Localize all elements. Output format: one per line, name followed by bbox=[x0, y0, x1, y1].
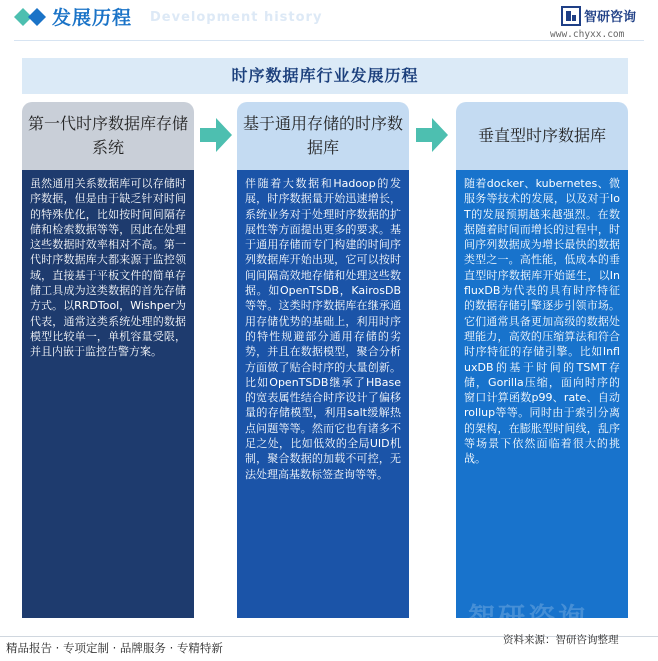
page-header bbox=[0, 0, 658, 40]
footer-links: 精品报告 · 专项定制 · 品牌服务 · 专精特新 bbox=[6, 641, 223, 655]
stage-2-description: 伴随着大数据和Hadoop的发展，时序数据量开始迅速增长，系统业务对于处理时序数据的扩展性等方面提出更多的要求。基于通用存储而专门构建的时间序列数据库开始出现，它可以按时间间隔高效地存储和处理这些数据。如OpenTSDB，KairosDB等等。这类时序数据库在继承通用存储优势的基础上，利用时序的特性规避部分通用存储的劣势，并且在数据模型，聚合分析方面做了贴合时序的大量创新。比如OpenTSDB继承了HBase的宽表属性结合时序设计了偏移量的存储模型，利用salt缓解热点问题等等。然而它也有诸多不足之处，比如低效的全局UID机制，聚合数据的加载不可控，无法处理高基数标签查询等等。 bbox=[237, 170, 409, 618]
arrow-right-icon bbox=[200, 118, 232, 152]
stage-3-heading: 垂直型时序数据库 bbox=[456, 102, 628, 170]
brand-logo-icon bbox=[561, 6, 581, 26]
stage-2-heading: 基于通用存储的时序数据库 bbox=[237, 102, 409, 170]
header-divider bbox=[14, 40, 644, 41]
diagram-title: 时序数据库行业发展历程 bbox=[22, 58, 628, 94]
arrow-right-icon bbox=[416, 118, 448, 152]
watermark: 智研咨询 bbox=[468, 603, 588, 634]
header-title: 发展历程 bbox=[52, 7, 133, 29]
brand-url: www.chyxx.com bbox=[550, 29, 625, 40]
stage-1-heading: 第一代时序数据库存储系统 bbox=[22, 102, 194, 170]
source-note: 资料来源：智研咨询整理 bbox=[503, 634, 619, 646]
stage-1-description: 虽然通用关系数据库可以存储时序数据，但是由于缺乏针对时间的特殊优化，比如按时间间隔存储和检索数据等等，因此在处理这些数据时效率相对不高。第一代时序数据库大都来源于监控领域，直接基于平板文件的简单存储工具成为这类数据的首先存储方式。以RRDTool，Wishper为代表，通常这类系统处理的数据模型比较单一，单机容量受限，并且内嵌于监控告警方案。 bbox=[22, 170, 194, 618]
stage-3-description: 随着docker、kubernetes、微服务等技术的发展，以及对于IoT的发展预期越来越强烈。在数据随着时间而增长的过程中，时间序列数据成为增长最快的数据类型之一。高性能，低成本的垂直型时序数据库开始诞生，以InfluxDB为代表的具有时序特征的数据存储引擎逐步引领市场。它们通常具备更加高级的数据处理能力，高效的压缩算法和符合时序特征的存储引擎。比如InfluxDB的基于时间的TSMT存储，Gorilla压缩，面向时序的窗口计算函数p99、rate、自动rollup等等。同时由于索引分离的架构，在膨胀型时间线，乱序等场景下依然面临着很大的挑战。 bbox=[456, 170, 628, 618]
double-chevron-icon bbox=[14, 7, 50, 27]
header-subtitle: Development history bbox=[150, 10, 323, 25]
brand-name: 智研咨询 bbox=[584, 10, 637, 25]
